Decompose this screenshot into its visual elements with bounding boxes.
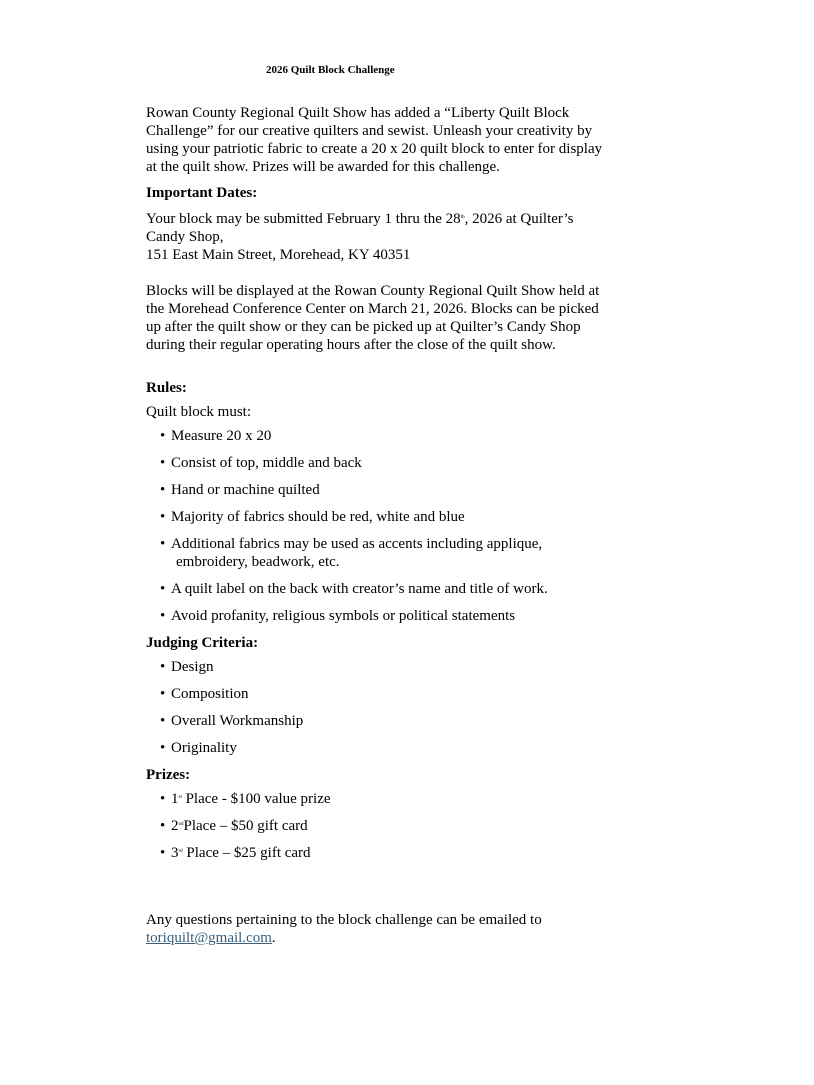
- ordinal-suffix: st: [178, 795, 182, 800]
- list-item: [146, 535, 616, 571]
- prize-text: Place - $100 value prize: [181, 791, 331, 807]
- list-item: [146, 427, 616, 445]
- bullet-icon: •: [160, 428, 166, 444]
- bullet-icon: •: [160, 818, 166, 834]
- shop-address: 151 East Main Street, Morehead, KY 40351: [146, 247, 411, 263]
- list-item: [146, 481, 616, 499]
- bullet-icon: •: [160, 509, 166, 525]
- bullet-icon: •: [160, 713, 166, 729]
- prize-text: Place – $50 gift card: [183, 818, 308, 834]
- submission-text-end: , 2026 at Quilter’s Candy Shop,: [146, 211, 574, 245]
- ordinal-suffix: rd: [178, 849, 183, 854]
- rules-heading: Rules:: [146, 380, 187, 396]
- list-item: [146, 790, 616, 808]
- rules-intro: Quilt block must:: [146, 404, 251, 420]
- rule-text: Consist of top, middle and back: [171, 455, 362, 471]
- criterion-text: Design: [171, 659, 214, 675]
- criterion-text: Composition: [171, 686, 249, 702]
- contact-period: .: [271, 930, 276, 946]
- submission-text-start: Your block may be submitted February 1 thru the 28: [146, 211, 461, 227]
- email-link[interactable]: toriquilt@gmail.com: [146, 930, 272, 946]
- list-item: [146, 712, 616, 730]
- rule-text: Hand or machine quilted: [171, 482, 320, 498]
- submission-paragraph: [146, 210, 616, 246]
- bullet-icon: •: [160, 740, 166, 756]
- bullet-icon: •: [160, 845, 166, 861]
- prize-number: 2: [171, 818, 179, 834]
- rule-text-continuation: embroidery, beadwork, etc.: [176, 554, 340, 570]
- bullet-icon: •: [160, 791, 166, 807]
- prize-number: 1: [171, 791, 179, 807]
- bullet-icon: •: [160, 581, 166, 597]
- spacer: [146, 264, 616, 282]
- prize-text: Place – $25 gift card: [182, 845, 311, 861]
- bullet-icon: •: [160, 659, 166, 675]
- intro-paragraph: Rowan County Regional Quilt Show has added a “Liberty Quilt Block Challenge” for our creative quilters and sewist. Unleash your creativity by using your patriotic fabric to create a 20 x 20 quilt block to enter for display at the quilt show. Prizes will be awarded for this challenge.: [146, 105, 603, 175]
- list-item: [146, 580, 616, 598]
- ordinal-suffix: nd: [178, 822, 184, 827]
- judging-list: [146, 658, 616, 757]
- prize-number: 3: [171, 845, 179, 861]
- prizes-heading: Prizes:: [146, 767, 191, 783]
- rule-text: Additional fabrics may be used as accents including applique,: [171, 536, 543, 552]
- bullet-icon: •: [160, 608, 166, 624]
- rules-list: [146, 427, 616, 625]
- bullet-icon: •: [160, 536, 166, 552]
- criterion-text: Originality: [171, 740, 237, 756]
- list-item: [146, 739, 616, 757]
- bullet-icon: •: [160, 455, 166, 471]
- list-item: [146, 508, 616, 526]
- criterion-text: Overall Workmanship: [171, 713, 304, 729]
- rule-text: Majority of fabrics should be red, white and blue: [171, 509, 465, 525]
- bullet-icon: •: [160, 686, 166, 702]
- rule-text: Measure 20 x 20: [171, 428, 272, 444]
- rule-text: A quilt label on the back with creator’s name and title of work.: [171, 581, 548, 597]
- ordinal-suffix: th: [460, 215, 465, 220]
- list-item: [146, 658, 616, 676]
- display-paragraph: Blocks will be displayed at the Rowan County Regional Quilt Show held at the Morehead Conference Center on March 21, 2026. Blocks can be picked up after the quilt show or they can be picked up at Quilter’s Candy Shop during their regular operating hours after the close of the quilt show.: [146, 283, 600, 353]
- page-title: 2026 Quilt Block Challenge: [266, 64, 395, 76]
- bullet-icon: •: [160, 482, 166, 498]
- list-item: [146, 817, 616, 835]
- rule-text: Avoid profanity, religious symbols or political statements: [171, 608, 516, 624]
- contact-text: Any questions pertaining to the block challenge can be emailed to: [146, 912, 542, 928]
- list-item: [146, 844, 616, 862]
- prizes-list: [146, 790, 616, 862]
- important-dates-heading: Important Dates:: [146, 185, 258, 201]
- list-item: [146, 685, 616, 703]
- contact-footer: [146, 911, 646, 947]
- list-item: [146, 454, 616, 472]
- document-body: [146, 104, 616, 871]
- judging-criteria-heading: Judging Criteria:: [146, 635, 259, 651]
- list-item: [146, 607, 616, 625]
